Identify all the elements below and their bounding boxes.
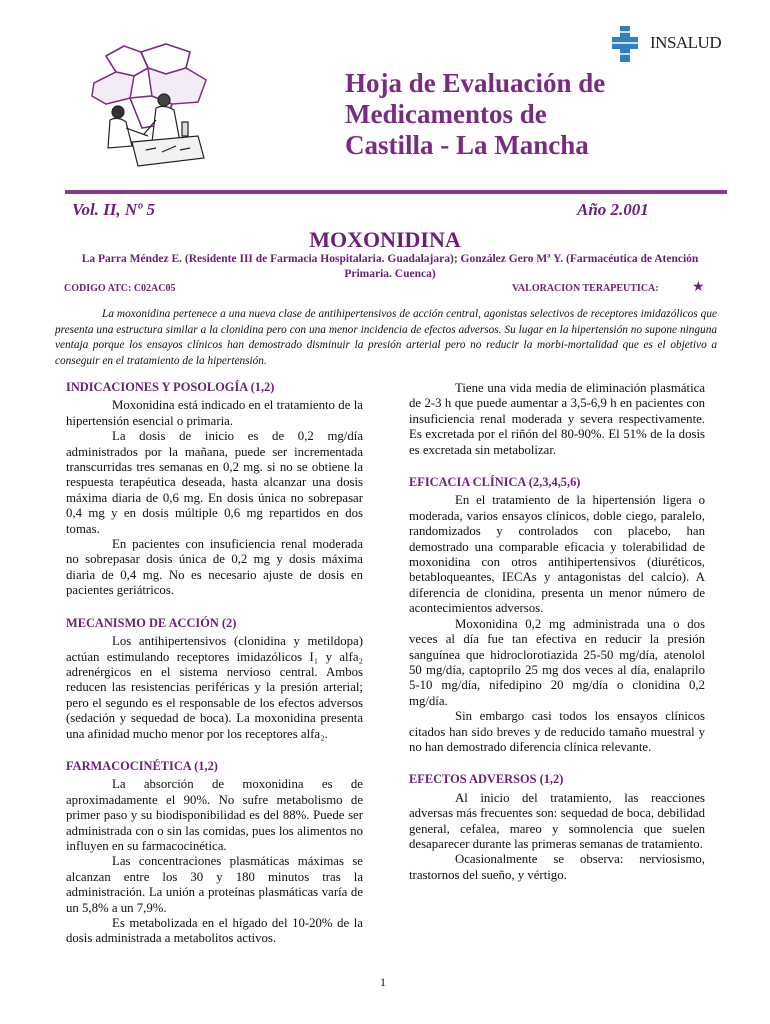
title-line: Castilla - La Mancha — [345, 130, 589, 160]
paragraph: Es metabolizada en el hígado del 10-20% de la dosis administrada a metabolitos activos. — [66, 916, 363, 946]
section-heading-eficacia: EFICACIA CLÍNICA (2,3,4,5,6) — [409, 475, 581, 490]
insalud-cross-icon — [612, 26, 638, 62]
abstract-text: La moxonidina pertenece a una nueva clase de antihipertensivos de acción central, agonistas selectivos de receptores imidazólicos que presenta una estructura similar a la clonidina pero con una menor incidencia de efectos adversos. Su lugar en la hipertensión no supone ninguna ventaja porque los ensayos clínicos han demostrado disminuir la presión arterial pero no reducir la morbi-mortalidad que es el objetivo a conseguir en el tratamiento de la hipertensión. — [55, 308, 717, 367]
paragraph: Las concentraciones plasmáticas máximas se alcanzan entre los 30 y 180 minutos tras la administración. La unión a proteínas plasmáticas varía de un 5,8% a un 7,9%. — [66, 854, 363, 915]
left-column — [66, 380, 363, 947]
paragraph: La dosis de inicio es de 0,2 mg/día administrados por la mañana, puede ser incrementada transcurridas tres semanas en 0,2 mg. si no se obtiene la respuesta terapéutica deseada, hasta alcanzar una dosis máxima diaria de 0,6 mg. En dosis única no sobrepasar 0,4 mg y en dosis múltiple 0,6 mg repartidos en dos tomas. — [66, 429, 363, 536]
paragraph: Ocasionalmente se observa: nerviosismo, trastornos del sueño, y vértigo. — [409, 852, 705, 882]
drug-name: MOXONIDINA — [309, 227, 461, 252]
castilla-la-mancha-map-illustration — [86, 38, 216, 173]
paragraph: En pacientes con insuficiencia renal moderada no sobrepasar dosis única de 0,2 mg y dosis máxima diaria de 0,4 mg. No es necesario ajuste de dosis en pacientes geriátricos. — [66, 537, 363, 598]
page-title — [345, 68, 605, 161]
section-heading-farmacocinetica: FARMACOCINÉTICA (1,2) — [66, 758, 218, 773]
right-column — [409, 381, 705, 883]
paragraph: Tiene una vida media de eliminación plasmática de 2-3 h que puede aumentar a 3,5-6,9 h en pacientes con insuficiencia renal moderada y severa respectivamente. Es excretada por el riñón del 80-90%. El 51% de la dosis es excretada sin metabolizar. — [409, 381, 705, 457]
star-icon: ★ — [692, 280, 705, 295]
title-line: Hoja de Evaluación de — [345, 68, 606, 98]
atc-code: CODIGO ATC: C02AC05 — [64, 283, 176, 294]
volume-number: Vol. II, Nº 5 — [72, 200, 156, 219]
section-heading-mecanismo: MECANISMO DE ACCIÓN (2) — [66, 615, 237, 630]
title-line: Medicamentos de — [345, 99, 547, 129]
authors: La Parra Méndez E. (Residente III de Farmacia Hospitalaria. Guadalajara); González Gero Mª Y. (Farmacéutica de Atención Primaria. Cuenca) — [81, 253, 699, 280]
insalud-brand: INSALUD — [650, 33, 722, 52]
paragraph: Sin embargo casi todos los ensayos clínicos citados han sido breves y de reducido tamaño muestral y no han demostrado diferencia clínica relevante. — [409, 709, 705, 754]
paragraph: Al inicio del tratamiento, las reacciones adversas más frecuentes son: sequedad de boca, debilidad general, cefalea, mareo y somnolencia que suelen desaparecer durante las primeras semanas de tratamiento. — [409, 790, 705, 851]
paragraph: Moxonidina 0,2 mg administrada una o dos veces al día fue tan efectiva en reducir la presión sanguínea que hidroclorotiazida 25-50 mg/día, atenolol 50 mg/día, captoprilo 25 mg dos veces al día, enalaprilo 5-10 mg/día, nifedipino 20 mg/día o clonidina 0,2 mg/día. — [409, 616, 705, 708]
paragraph: Los antihipertensivos (clonidina y metildopa) actúan estimulando receptores imidazólicos I₁ y alfa₂ adrenérgicos en el sistema nervioso central. Ambos reducen las resistencias periféricas y la presión arterial; pero el segundo es el responsable de los efectos adversos (sedación y sequedad de boca). La moxonidina presenta una afinidad mucho menor por los receptores alfa₂. — [66, 634, 363, 741]
page-number: 1 — [380, 975, 386, 989]
paragraph: Moxonidina está indicado en el tratamiento de la hipertensión esencial o primaria. — [66, 398, 363, 428]
paragraph: En el tratamiento de la hipertensión ligera o moderada, varios ensayos clínicos, doble ciego, paralelo, randomizados y controlados con placebo, han demostrado una comparable eficacia y tolerabilidad de moxonidina con otros antihipertensivos (diuréticos, betabloqueantes, IECAs y antagonistas del calcio). A diferencia de clonidina, presenta un menor número de acontecimientos adversos. — [409, 493, 705, 616]
abstract — [55, 307, 717, 369]
section-heading-indicaciones: INDICACIONES Y POSOLOGÍA (1,2) — [66, 380, 275, 394]
publication-year: Año 2.001 — [577, 200, 649, 219]
section-heading-efectos-adversos: EFECTOS ADVERSOS (1,2) — [409, 772, 564, 787]
therapeutic-value-label: VALORACION TERAPEUTICA: — [512, 283, 659, 294]
paragraph: La absorción de moxonidina es de aproximadamente el 90%. No sufre metabolismo de primer paso y su biodisponibilidad es del 88%. Puede ser administrada con o sin las comidas, pues los alimentos no influyen en su farmacocinética. — [66, 777, 363, 853]
header-divider — [65, 190, 727, 194]
